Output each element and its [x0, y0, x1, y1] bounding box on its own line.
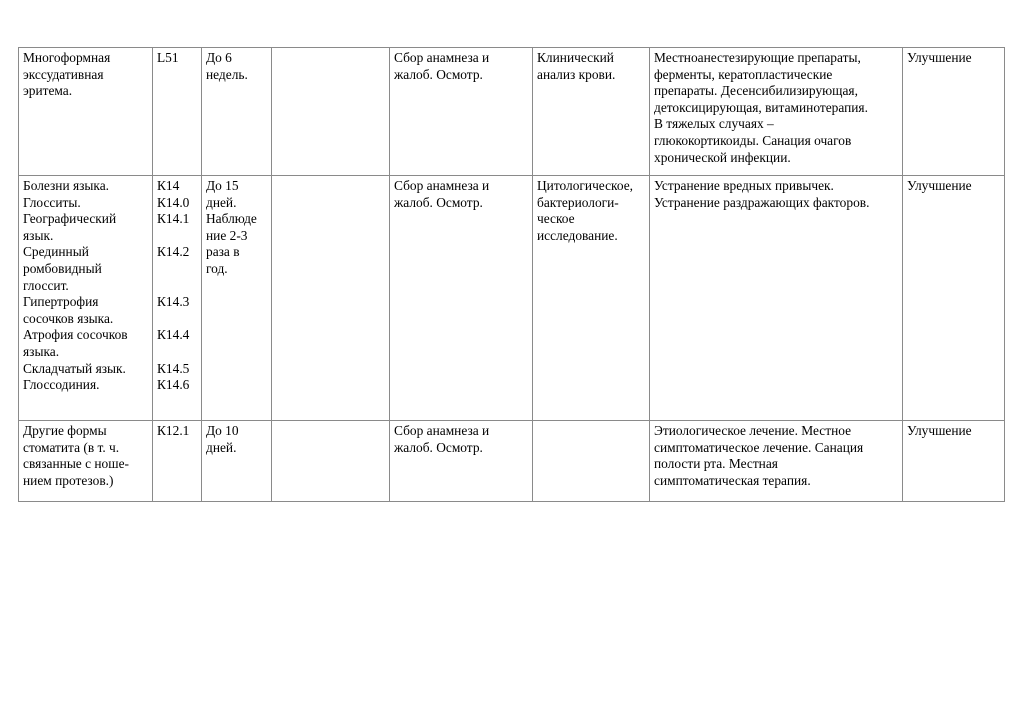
icd-code-cell: К14 К14.0 К14.1 К14.2 К14.3 К14.4 К14.5 К14.6: [153, 176, 202, 421]
empty-cell: [272, 48, 390, 176]
diagnostics-cell: Сбор анамнеза и жалоб. Осмотр.: [390, 421, 533, 502]
outcome-cell: Улучшение: [903, 48, 1005, 176]
empty-cell: [272, 421, 390, 502]
treatment-cell: Этиологическое лечение. Местное симптоматическое лечение. Санация полости рта. Местная симптоматическая терапия.: [650, 421, 903, 502]
table-row: [19, 421, 1005, 502]
outcome-cell: Улучшение: [903, 176, 1005, 421]
outcome-cell: Улучшение: [903, 421, 1005, 502]
table-row: [19, 48, 1005, 176]
duration-cell: До 6 недель.: [202, 48, 272, 176]
icd-code-cell: L51: [153, 48, 202, 176]
treatment-cell: Устранение вредных привычек. Устранение раздражающих факторов.: [650, 176, 903, 421]
disease-cell: Болезни языка. Глосситы. Географический язык. Срединный ромбовидный глоссит. Гипертрофия сосочков языка. Атрофия сосочков языка. Складчатый язык. Глоссодиния.: [19, 176, 153, 421]
lab-tests-cell: [533, 421, 650, 502]
lab-tests-cell: Цитологическое, бактериологи- ческое исследование.: [533, 176, 650, 421]
document-page: [18, 47, 1004, 502]
treatment-cell: Местноанестезирующие препараты, ферменты, кератопластические препараты. Десенсибилизирующая, детоксицирующая, витаминотерапия. В тяжелых случаях – глюкокортикоиды. Санация очагов хронической инфекции.: [650, 48, 903, 176]
duration-cell: До 10 дней.: [202, 421, 272, 502]
disease-cell: Многоформная экссудативная эритема.: [19, 48, 153, 176]
icd-code-cell: К12.1: [153, 421, 202, 502]
lab-tests-cell: Клинический анализ крови.: [533, 48, 650, 176]
disease-cell: Другие формы стоматита (в т. ч. связанные с ноше- нием протезов.): [19, 421, 153, 502]
diagnostics-cell: Сбор анамнеза и жалоб. Осмотр.: [390, 176, 533, 421]
table-row: [19, 176, 1005, 421]
diagnostics-cell: Сбор анамнеза и жалоб. Осмотр.: [390, 48, 533, 176]
treatment-table: [18, 47, 1005, 502]
empty-cell: [272, 176, 390, 421]
duration-cell: До 15 дней. Наблюде ние 2-3 раза в год.: [202, 176, 272, 421]
